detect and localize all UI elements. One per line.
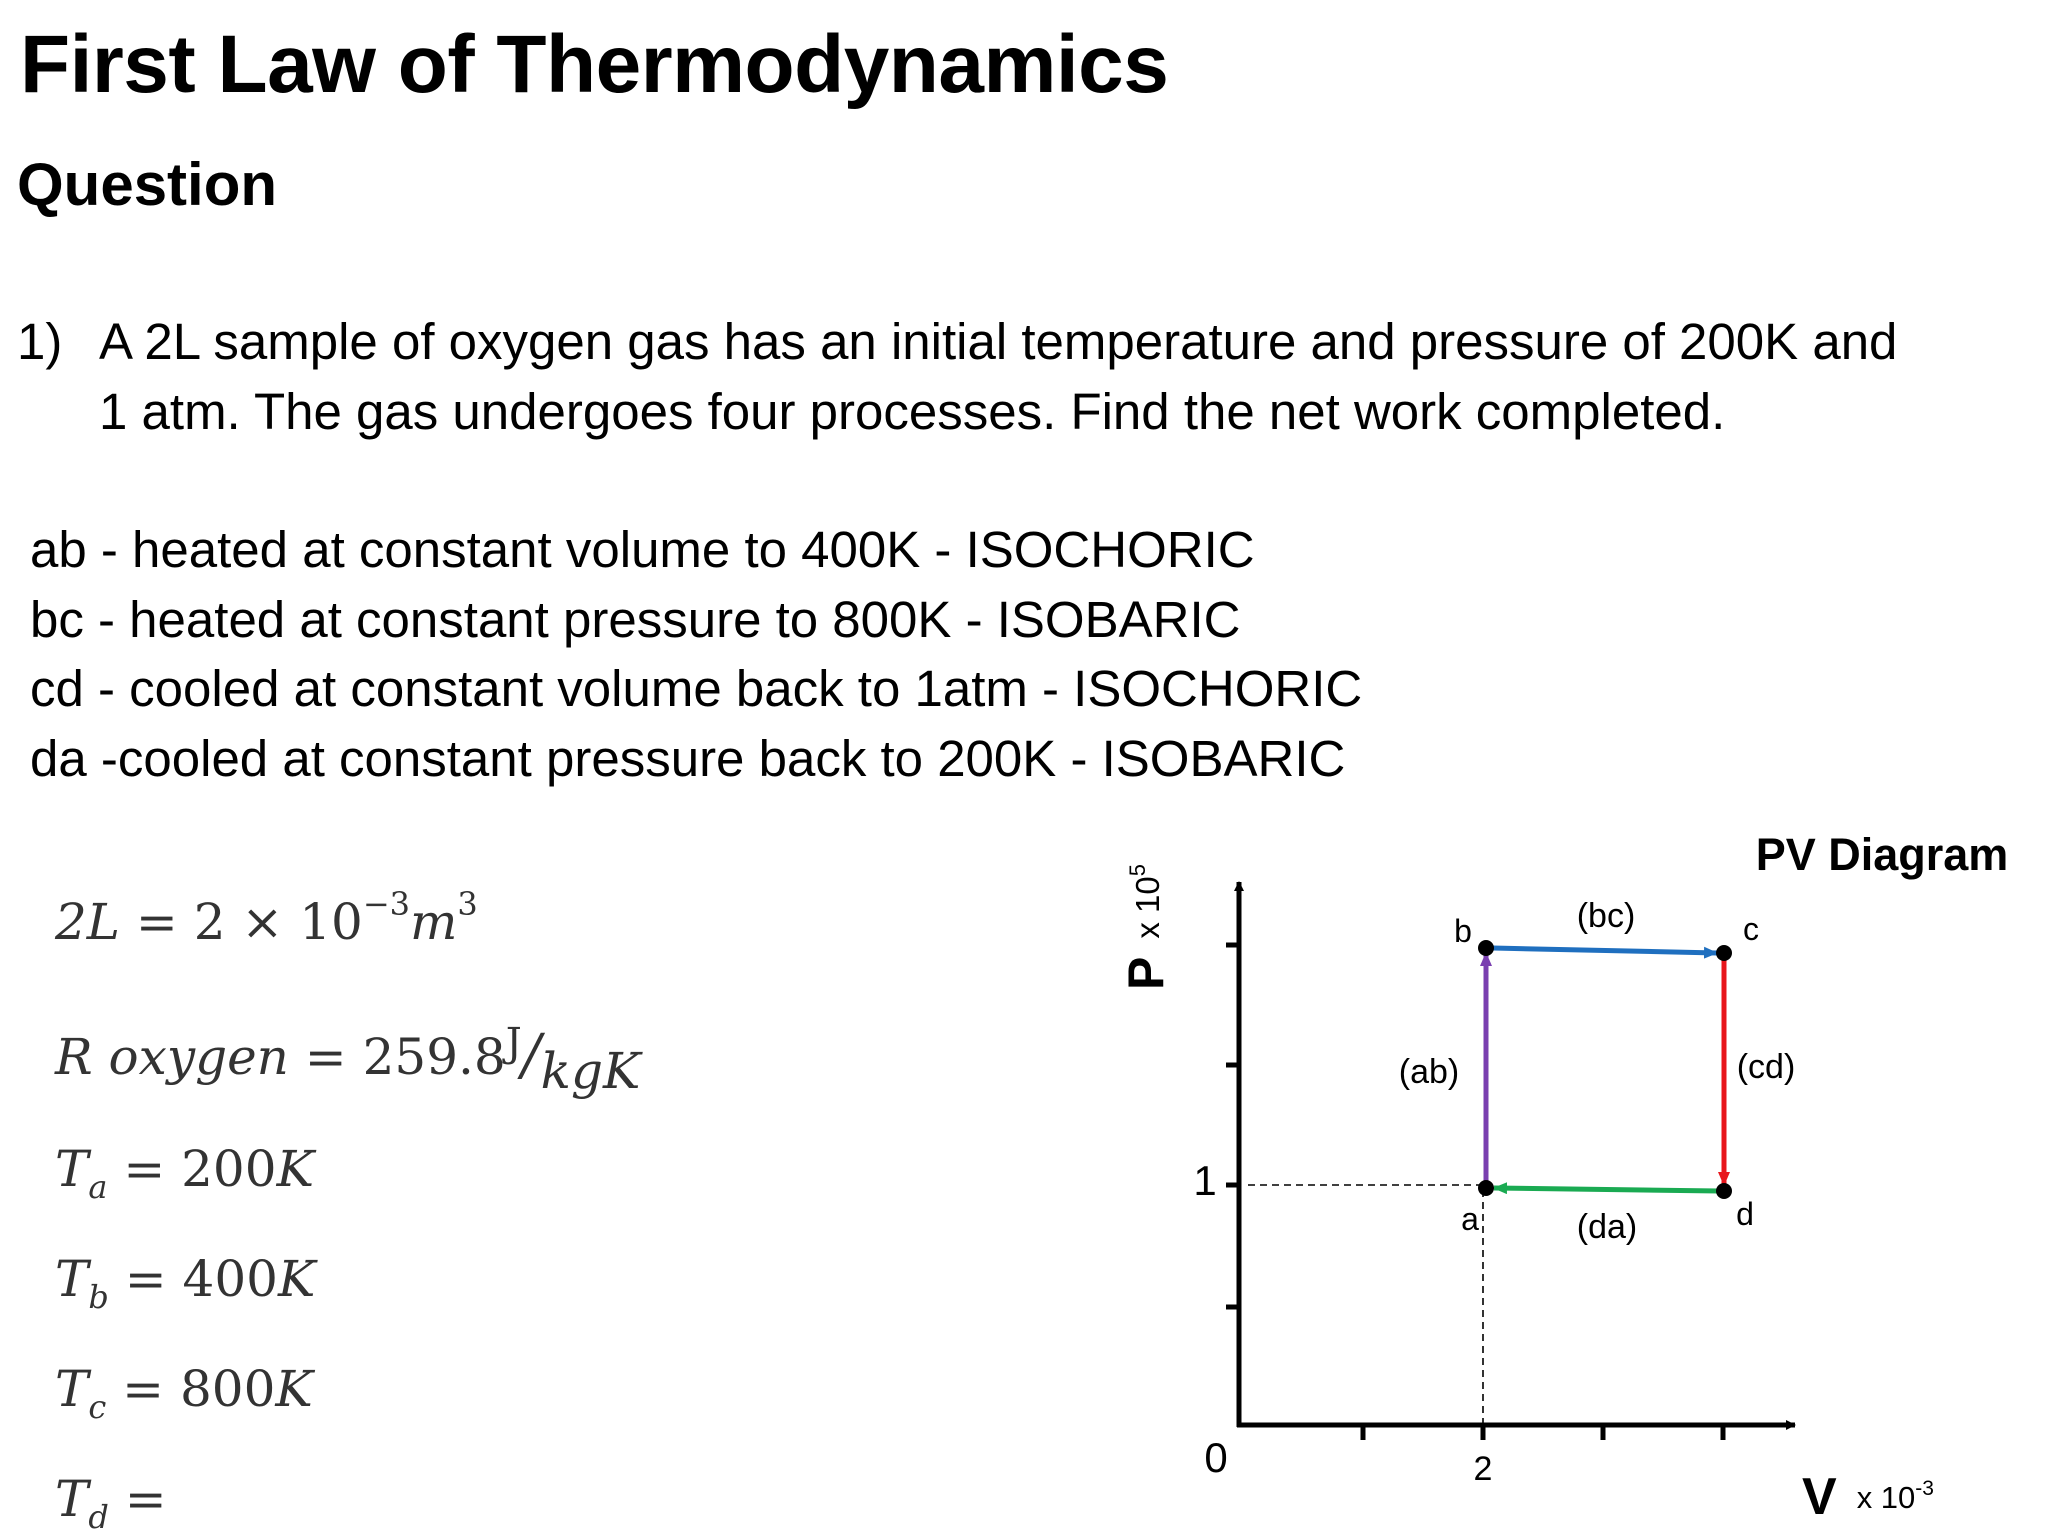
process-label-ab: (ab) [1398, 1053, 1460, 1091]
formula-temp-d: $T_d$ = [55, 1470, 167, 1536]
formula-temp-b: $T_b = 400K$ [55, 1250, 316, 1316]
state-label-b: b [1454, 913, 1472, 949]
state-point-a [1478, 1180, 1494, 1196]
state-point-b [1478, 940, 1494, 956]
x-tick-label: 2 [1473, 1450, 1493, 1488]
diagram-title: PV Diagram [1755, 829, 2009, 880]
state-point-d [1716, 1183, 1732, 1199]
y-tick-label: 1 [1193, 1157, 1217, 1204]
process-item-da: da -cooled at constant pressure back to 200K - ISOBARIC [30, 729, 1346, 787]
state-point-c [1716, 945, 1732, 961]
page-title: First Law of Thermodynamics [20, 19, 1169, 110]
formula-gas-constant: R oxygen = $259.8^J$/kgK [55, 1020, 641, 1100]
question-line-2: 1 atm. The gas undergoes four processes. Find the net work completed. [99, 383, 1726, 440]
formula-temp-c: $T_c = 800K$ [55, 1360, 313, 1426]
process-item-bc: bc - heated at constant pressure to 800K - ISOBARIC [30, 590, 1241, 648]
process-arrow-bc [1493, 948, 1717, 953]
formula-volume: $2L = 2 \times 10^{-3}m^3$ [55, 885, 478, 951]
process-label-da: (da) [1576, 1208, 1638, 1246]
process-item-cd: cd - cooled at constant volume back to 1atm - ISOCHORIC [30, 660, 1363, 717]
origin-label: 0 [1204, 1434, 1228, 1481]
formula-temp-a: $T_a = 200K$ [55, 1140, 314, 1206]
state-label-a: a [1461, 1201, 1479, 1237]
state-label-c: c [1743, 911, 1759, 947]
question-line-1: A 2L sample of oxygen gas has an initial temperature and pressure of 200K and [99, 313, 1898, 370]
svg-text:Px 105: Px 105 [1118, 864, 1174, 990]
question-number: 1) [17, 313, 63, 370]
y-axis-title [1118, 864, 1174, 990]
process-arrow-da [1494, 1188, 1719, 1191]
section-heading: Question [17, 151, 278, 218]
state-label-d: d [1736, 1196, 1754, 1232]
process-label-bc: (bc) [1576, 897, 1636, 935]
x-axis-title: Vx 10-3 [1802, 1468, 1934, 1526]
process-label-cd: (cd) [1736, 1048, 1796, 1086]
process-item-ab: ab - heated at constant volume to 400K - ISOCHORIC [30, 521, 1255, 578]
